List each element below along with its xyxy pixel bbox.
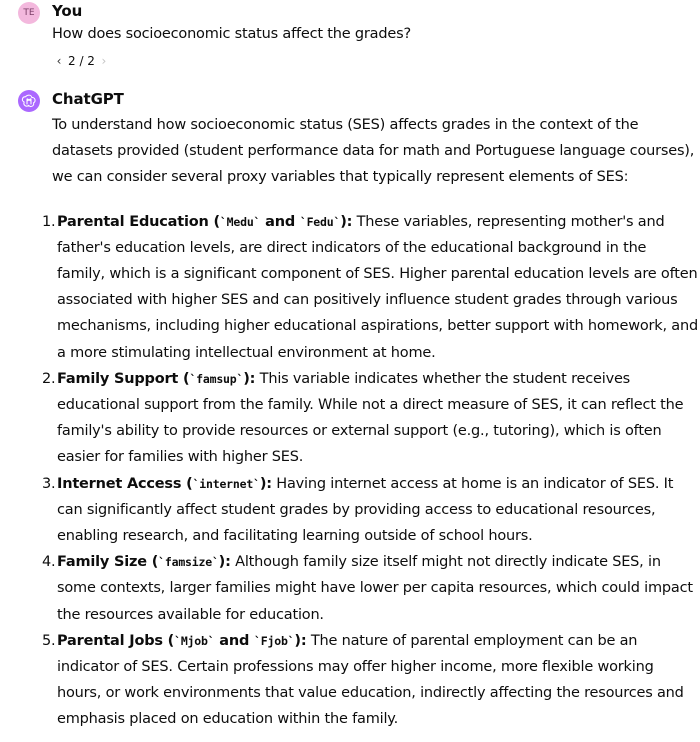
chevron-left-icon[interactable]: ‹ (56, 54, 62, 68)
openai-logo-icon (21, 93, 37, 109)
list-item-title: Parental Education (`Medu` and `Fedu`): (57, 213, 353, 230)
list-item-title: Parental Jobs (`Mjob` and `Fjob`): (57, 632, 307, 649)
list-item-body: Having internet access at home is an indicator of SES. It can significantly affect student grades by providing access to educational resources, enabling research, and facilitating learning outside of school hours. (57, 475, 674, 545)
user-author-name: You (52, 2, 83, 20)
list-item (42, 549, 698, 628)
assistant-avatar (18, 90, 40, 112)
list-item-body: These variables, representing mother's and father's education levels, are direct indicators of the educational background in the family, which is a significant component of SES. Higher parental education levels are often associated with higher SES and can positively influence student grades through various mechanisms, including higher educational aspirations, better support with homework, and a more stimulating intellectual environment at home. (57, 213, 698, 361)
answer-list (42, 209, 698, 733)
list-item-title: Family Size (`famsize`): (57, 554, 231, 571)
list-item-number: 5. (42, 632, 56, 649)
pager-count: 2 / 2 (68, 54, 95, 68)
list-item-number: 3. (42, 475, 56, 492)
user-message (0, 1, 700, 71)
list-item-title: Family Support (`famsup`): (57, 370, 256, 387)
list-item-title: Internet Access (`internet`): (57, 475, 272, 492)
response-pager (52, 52, 109, 70)
user-question-text: How does socioeconomic status affect the grades? (52, 26, 411, 42)
answer-intro: To understand how socioeconomic status (SES) affects grades in the context of the datasets provided (student performance data for math and Portuguese language courses), we can consider several proxy variables that typically represent elements of SES: (52, 117, 695, 186)
list-item-number: 4. (42, 554, 56, 571)
chevron-right-icon[interactable]: › (101, 54, 107, 68)
assistant-answer (42, 112, 698, 733)
user-avatar: TE (18, 2, 40, 24)
list-item-body: This variable indicates whether the student receives educational support from the family. While not a direct measure of SES, it can reflect the family's ability to provide resources or external support (e.g., tutoring), which is often easier for families with higher SES. (57, 370, 684, 466)
list-item-body: The nature of parental employment can be an indicator of SES. Certain professions may offer higher income, more flexible working hours, or work environments that value education, indirectly affecting the resources and emphasis placed on education within the family. (57, 632, 684, 728)
list-item (42, 209, 698, 366)
assistant-author-name: ChatGPT (52, 90, 124, 108)
list-item-body: Although family size itself might not directly indicate SES, in some contexts, larger families might have lower per capita resources, which could impact the resources available for education. (57, 554, 693, 623)
list-item (42, 366, 698, 471)
list-item-number: 2. (42, 370, 56, 387)
list-item-number: 1. (42, 213, 56, 230)
list-item (42, 471, 698, 550)
list-item (42, 628, 698, 733)
